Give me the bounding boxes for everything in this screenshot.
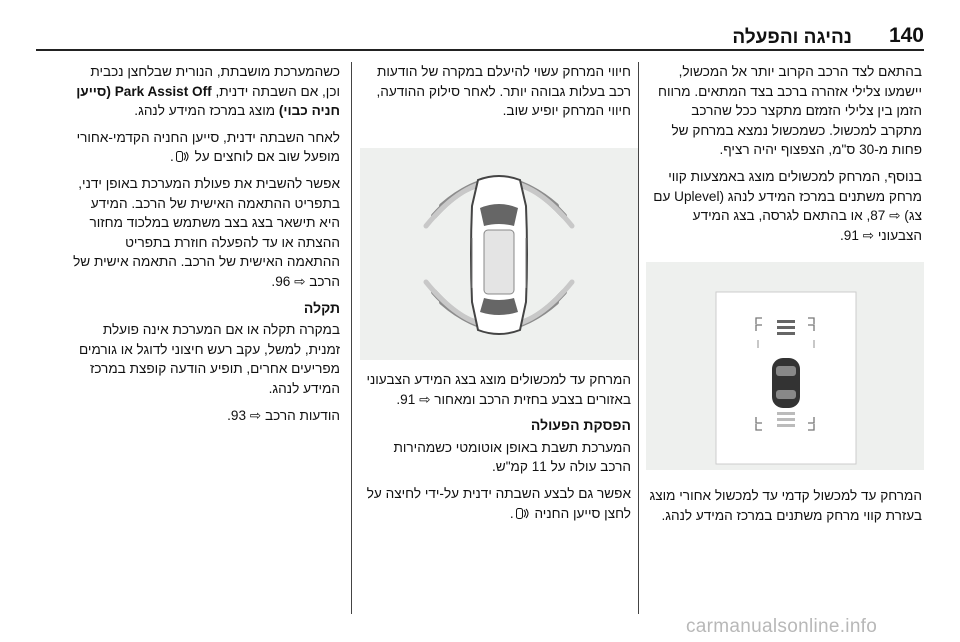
page-header (0, 0, 960, 50)
paragraph: אפשר להשבית את פעולת המערכת באופן ידני, בתפריט ההתאמה האישית של הרכב. המידע היא תישאר בצג בצב משתמש במלכוד מחזור ההצתה או עד להפעלה חוזרת בתפריט ההתאמה האישית של הרכב. התאמה אישית של הרכב ⇨ 96. (73, 175, 340, 289)
paragraph: כשהמערכת מושבתת, הנורית שבלחצן נכבית וכן, אם השבתה ידנית, Park Assist Off (סייען חניה כבוי) מוצג במרכז המידע לנהג. (76, 64, 340, 119)
instrument-cluster-diagram (646, 262, 924, 470)
paragraph: במקרה תקלה או אם המערכת אינה פועלת זמנית, למשל, עקב רעש חיצוני לדוגל או גורמים מפריעים אחרים, תופיע הודעה קופצת במרכז המידע לנהג. (78, 322, 340, 396)
paragraph: אפשר גם לבצע השבתה ידנית על-ידי לחיצה על לחצן סייען החניה . (366, 485, 631, 521)
paragraph: לאחר השבתה ידנית, סייען החניה הקדמי-אחורי מופעל שוב אם לוחצים על . (76, 129, 340, 165)
page-number: 140 (888, 24, 924, 47)
heading-fault: תקלה (303, 299, 340, 316)
header-rule (36, 49, 924, 51)
paragraph: בנוסף, המרחק למכשולים מוצג באמצעות קווי מרחק משתנים במרכז המידע לנהג (Uplevel עם צג) ⇨ 87, או בהתאם לגרסה, בצג המידע הצבעוני ⇨ 91. (653, 168, 922, 243)
park-assist-label: Park Assist (114, 83, 189, 99)
paragraph: בהתאם לצד הרכב הקרוב יותר אל המכשול, יישמעו צלילי אזהרה ברכב בצד המתאים. מרווח הזמן בין צלילי הזמזם מתקצר ככל שהרכב מתקרב למכשול. כשמכשול נמצא במרחק של פחות מ-30 ס"מ, הצפצוף יהיה רציף. (658, 64, 922, 158)
right-caption (648, 486, 922, 532)
heading-deactivation: הפסקת הפעולה (530, 417, 631, 434)
diagram-caption: המרחק עד למכשולים מוצג בצג המידע הצבעוני באזורים בצבע בחזית הרכב ומאחור ⇨ 91. (366, 372, 631, 407)
park-assist-icon (516, 508, 529, 519)
column-middle (361, 62, 631, 128)
paragraph: חיווי המרחק עשוי להיעלם במקרה של הודעות רכב בעלות גבוהה יותר. לאחר סילוק ההודעה, חיווי המרחק יופיע שוב. (376, 64, 631, 119)
car-top-view-graphic (360, 148, 638, 360)
middle-lower-text (361, 370, 631, 530)
diagram-caption: המרחק עד למכשול קדמי עד למכשול אחורי מוצג בעזרת קווי מרחק משתנים במרכז המידע לנהג. (649, 488, 922, 523)
watermark: carmanualsonline.info (686, 616, 878, 637)
cluster-distance-graphic (646, 262, 924, 470)
column-left (70, 62, 340, 432)
column-divider-left (351, 62, 352, 614)
parking-sensor-diagram (360, 148, 638, 360)
paragraph: הודעות הרכב ⇨ 93. (227, 407, 340, 423)
paragraph: המערכת תשבת באופן אוטומטי כשמהירות הרכב עולה על 11 קמ"ש. (393, 439, 631, 475)
park-assist-off-label: Off (סייען חניה כבוי) (76, 83, 340, 119)
column-right (648, 62, 922, 252)
park-assist-icon (176, 151, 189, 162)
section-title: נהיגה והפעלה (732, 27, 852, 48)
column-divider-right (638, 62, 639, 614)
